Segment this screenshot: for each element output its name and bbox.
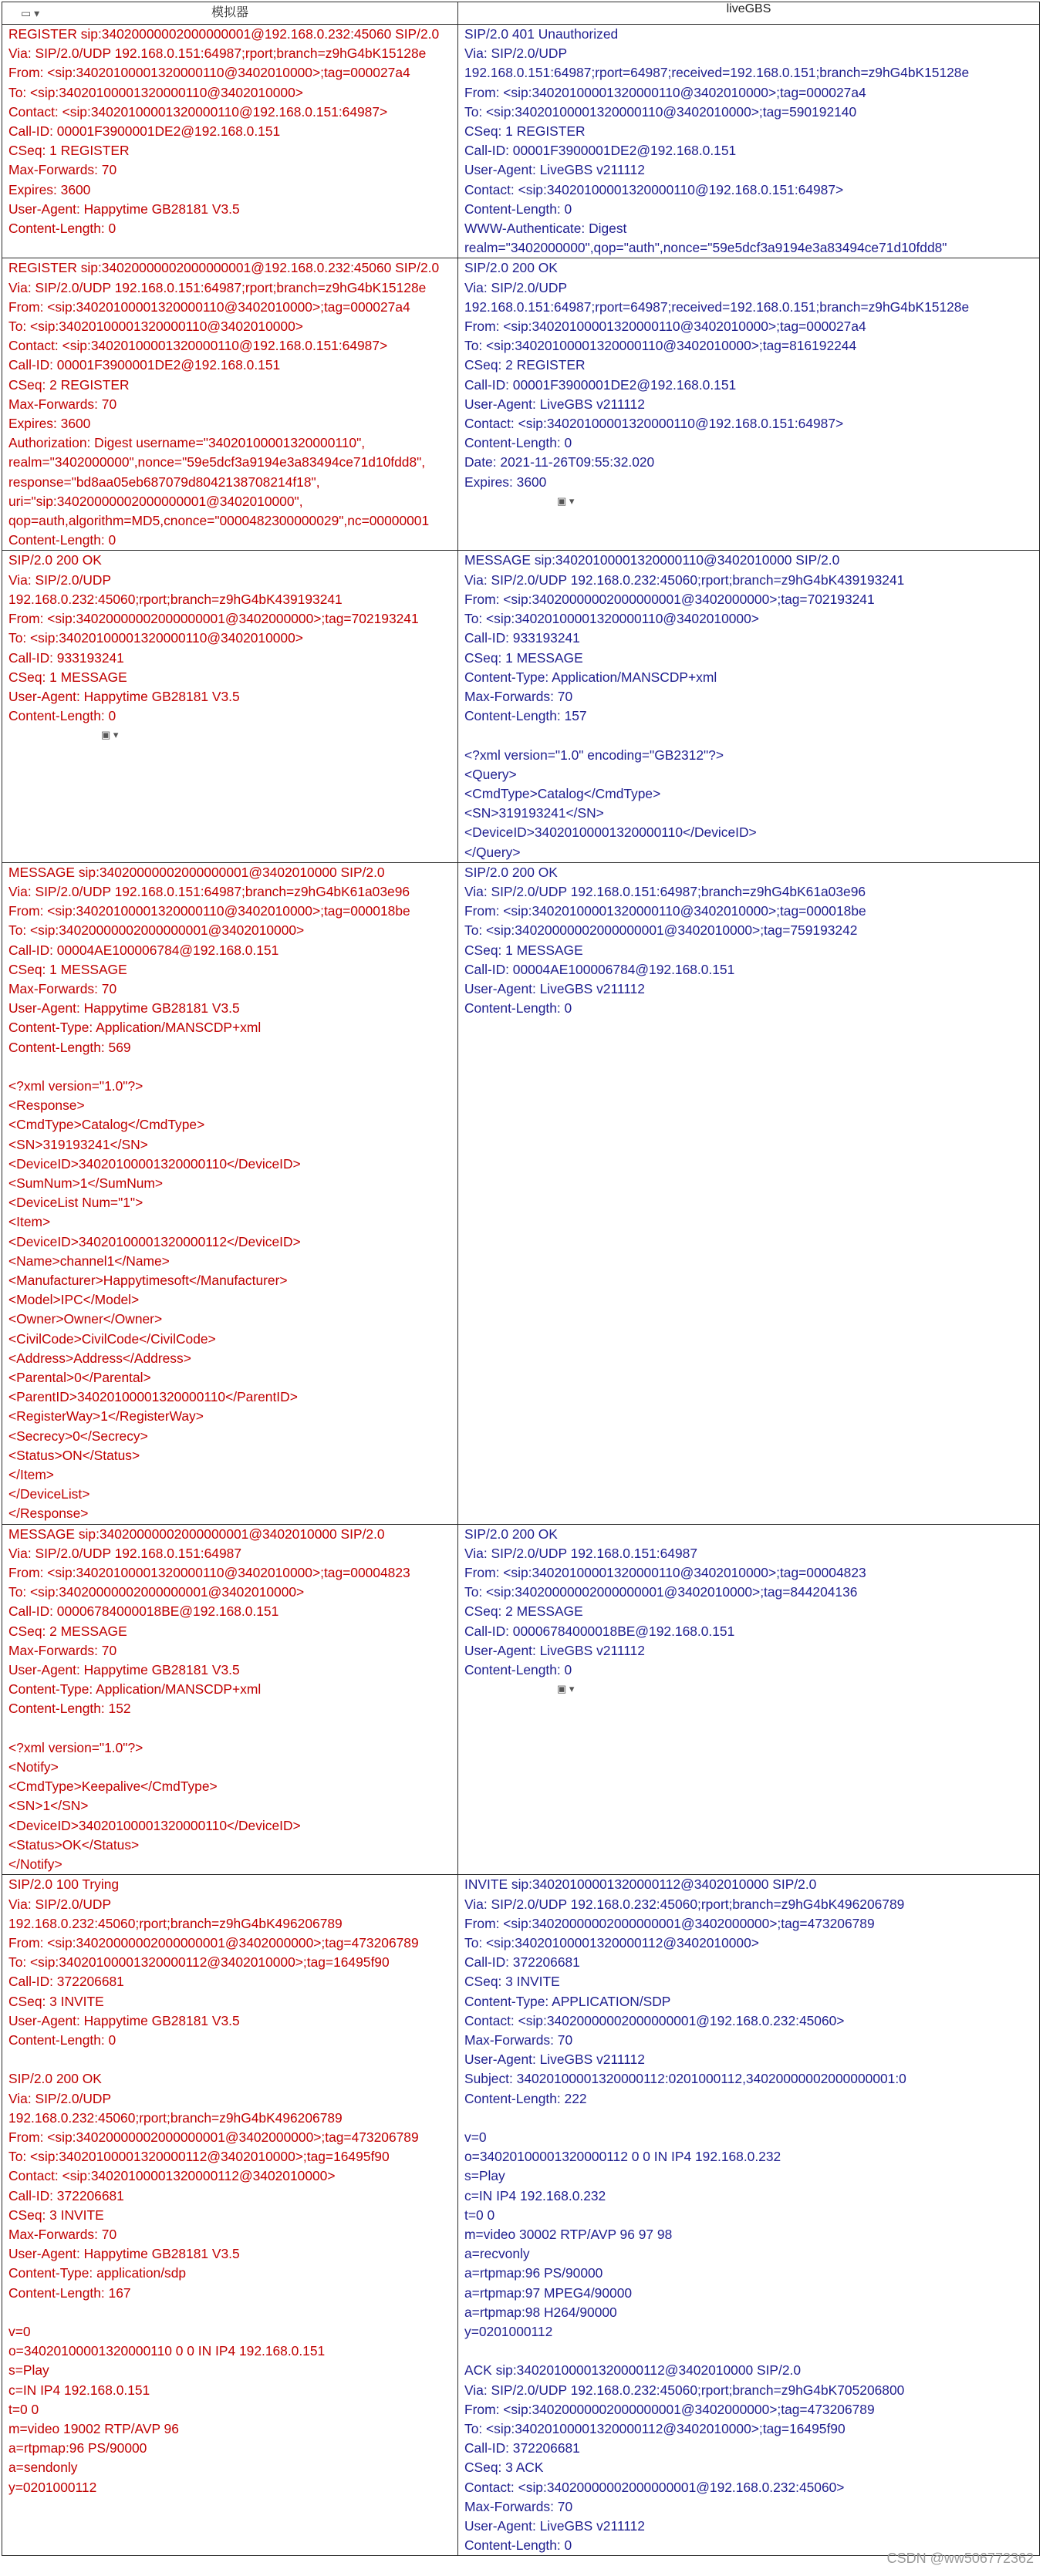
sip-message: SIP/2.0 200 OK Via: SIP/2.0/UDP 192.168.0.151:64987;branch=z9hG4bK61a03e96 From: <sip:34020100001320000110@3402010000>;tag=000018be To: <sip:34020000002000000001@3402010000>;tag=759193242 CSeq: 1 MESSAGE Call-ID: 00004AE100006784@192.168.0.151 User-Agent: LiveGBS v211112 Content-Length: 0	[464, 864, 866, 1017]
header-simulator-label: 模拟器	[211, 6, 248, 19]
sip-message: MESSAGE sip:34020000002000000001@3402010000 SIP/2.0 Via: SIP/2.0/UDP 192.168.0.151:64987 From: <sip:34020100001320000110@3402010000>;tag=00004823 To: <sip:34020000002000000001@3402010000> Call-ID: 00006784000018BE@192.168.0.151 CSeq: 2 MESSAGE Max-Forwards: 70 User-Agent: Happytime GB28181 V3.5 Content-Type: Application/MANSCDP+xml Content-Length: 152 <?xml version="1.0"?> <Notify> <CmdType>Keepalive</CmdType> <SN>1</SN> <DeviceID>34020100001320000110</DeviceID> <Status>OK</Status> </Notify>	[8, 1526, 410, 1873]
table-row	[2, 1524, 1040, 1875]
simulator-cell	[2, 25, 458, 258]
table-header-row	[2, 2, 1040, 25]
table-row	[2, 862, 1040, 1524]
paste-options-icon[interactable]: ▣ ▾	[101, 729, 119, 741]
sip-comparison-table	[2, 2, 1040, 2556]
sip-message: MESSAGE sip:34020100001320000110@3402010000 SIP/2.0 Via: SIP/2.0/UDP 192.168.0.232:45060;rport;branch=z9hG4bK439193241 From: <sip:34020000002000000001@3402000000>;tag=702193241 To: <sip:34020100001320000110@3402010000> Call-ID: 933193241 CSeq: 1 MESSAGE Content-Type: Application/MANSCDP+xml Max-Forwards: 70 Content-Length: 157 <?xml version="1.0" encoding="GB2312"?> <Query> <CmdType>Catalog</CmdType> <SN>319193241</SN> <DeviceID>34020100001320000110</DeviceID> </Query>	[464, 552, 905, 860]
simulator-cell	[2, 862, 458, 1524]
table-row	[2, 25, 1040, 258]
sip-message: INVITE sip:34020100001320000112@3402010000 SIP/2.0 Via: SIP/2.0/UDP 192.168.0.232:45060;rport;branch=z9hG4bK496206789 From: <sip:34020000002000000001@3402000000>;tag=473206789 To: <sip:34020100001320000112@3402010000> Call-ID: 372206681 CSeq: 3 INVITE Content-Type: APPLICATION/SDP Contact: <sip:34020000002000000001@192.168.0.232:45060> Max-Forwards: 70 User-Agent: LiveGBS v211112 Subject: 34020100001320000112:0201000112,34020000002000000001:0 Content-Length: 222 v=0 o=34020100001320000112 0 0 IN IP4 192.168.0.232 s=Play c=IN IP4 192.168.0.232 t=0 0 m=video 30002 RTP/AVP 96 97 98 a=recvonly a=rtpmap:96 PS/90000 a=rtpmap:97 MPEG4/90000 a=rtpmap:98 H264/90000 y=0201000112 ACK sip:34020100001320000112@3402010000 SIP/2.0 Via: SIP/2.0/UDP 192.168.0.232:45060;rport;branch=z9hG4bK705206800 From: <sip:34020000002000000001@3402000000>;tag=473206789 To: <sip:34020100001320000112@3402010000>;tag=16495f90 Call-ID: 372206681 CSeq: 3 ACK Contact: <sip:34020000002000000001@192.168.0.232:45060> Max-Forwards: 70 User-Agent: LiveGBS v211112 Content-Length: 0	[464, 1876, 906, 2554]
livegbs-cell	[458, 25, 1040, 258]
sip-message: REGISTER sip:34020000002000000001@192.168.0.232:45060 SIP/2.0 Via: SIP/2.0/UDP 192.168.0.151:64987;rport;branch=z9hG4bK15128e From: <sip:34020100001320000110@3402010000>;tag=000027a4 To: <sip:34020100001320000110@3402010000> Contact: <sip:34020100001320000110@192.168.0.151:64987> Call-ID: 00001F3900001DE2@192.168.0.151 CSeq: 1 REGISTER Max-Forwards: 70 Expires: 3600 User-Agent: Happytime GB28181 V3.5 Content-Length: 0	[8, 26, 440, 237]
paste-options-icon[interactable]: ▣ ▾	[557, 1683, 575, 1695]
sip-message: SIP/2.0 200 OK Via: SIP/2.0/UDP 192.168.0.232:45060;rport;branch=z9hG4bK439193241 From: <sip:34020000002000000001@3402000000>;tag=702193241 To: <sip:34020100001320000110@3402010000> Call-ID: 933193241 CSeq: 1 MESSAGE User-Agent: Happytime GB28181 V3.5 Content-Length: 0	[8, 552, 419, 724]
simulator-cell	[2, 1875, 458, 2556]
livegbs-cell	[458, 258, 1040, 551]
sip-message: SIP/2.0 401 Unauthorized Via: SIP/2.0/UDP 192.168.0.151:64987;rport=64987;received=192.168.0.151;branch=z9hG4bK15128e From: <sip:34020100001320000110@3402010000>;tag=000027a4 To: <sip:34020100001320000110@3402010000>;tag=590192140 CSeq: 1 REGISTER Call-ID: 00001F3900001DE2@192.168.0.151 User-Agent: LiveGBS v211112 Contact: <sip:34020100001320000110@192.168.0.151:64987> Content-Length: 0 WWW-Authenticate: Digest realm="3402000000",qop="auth",nonce="59e5dcf3a9194e3a83494ce71d10fdd8"	[464, 26, 970, 256]
simulator-cell	[2, 258, 458, 551]
livegbs-cell	[458, 1524, 1040, 1875]
simulator-cell	[2, 551, 458, 862]
header-simulator	[2, 2, 458, 25]
paste-options-icon[interactable]: ▣ ▾	[557, 494, 575, 507]
livegbs-cell	[458, 862, 1040, 1524]
table-row	[2, 258, 1040, 551]
sip-message: SIP/2.0 200 OK Via: SIP/2.0/UDP 192.168.0.151:64987;rport=64987;received=192.168.0.151;branch=z9hG4bK15128e From: <sip:34020100001320000110@3402010000>;tag=000027a4 To: <sip:34020100001320000110@3402010000>;tag=816192244 CSeq: 2 REGISTER Call-ID: 00001F3900001DE2@192.168.0.151 User-Agent: LiveGBS v211112 Contact: <sip:34020100001320000110@192.168.0.151:64987> Content-Length: 0 Date: 2021-11-26T09:55:32.020 Expires: 3600	[464, 260, 970, 490]
sip-message: REGISTER sip:34020000002000000001@192.168.0.232:45060 SIP/2.0 Via: SIP/2.0/UDP 192.168.0.151:64987;rport;branch=z9hG4bK15128e From: <sip:34020100001320000110@3402010000>;tag=000027a4 To: <sip:34020100001320000110@3402010000> Contact: <sip:34020100001320000110@192.168.0.151:64987> Call-ID: 00001F3900001DE2@192.168.0.151 CSeq: 2 REGISTER Max-Forwards: 70 Expires: 3600 Authorization: Digest username="34020100001320000110", realm="3402000000",nonce="59e5dcf3a9194e3a83494ce71d10fdd8", response="bd8aa05eb687079d8042138708214f18", uri="sip:34020000002000000001@3402010000", qop=auth,algorithm=MD5,cnonce="0000482300000029",nc=00000001 Content-Length: 0	[8, 260, 440, 548]
livegbs-cell	[458, 1875, 1040, 2556]
header-livegbs-label: liveGBS	[726, 2, 771, 15]
table-row	[2, 1875, 1040, 2556]
sip-message: SIP/2.0 200 OK Via: SIP/2.0/UDP 192.168.0.151:64987 From: <sip:34020100001320000110@3402010000>;tag=00004823 To: <sip:34020000002000000001@3402010000>;tag=844204136 CSeq: 2 MESSAGE Call-ID: 00006784000018BE@192.168.0.151 User-Agent: LiveGBS v211112 Content-Length: 0	[464, 1526, 866, 1678]
document-icon: ▭ ▾	[21, 7, 40, 19]
header-livegbs	[458, 2, 1040, 25]
livegbs-cell	[458, 551, 1040, 862]
table-row	[2, 551, 1040, 862]
sip-message: SIP/2.0 100 Trying Via: SIP/2.0/UDP 192.168.0.232:45060;rport;branch=z9hG4bK496206789 From: <sip:34020000002000000001@3402000000>;tag=473206789 To: <sip:34020100001320000112@3402010000>;tag=16495f90 Call-ID: 372206681 CSeq: 3 INVITE User-Agent: Happytime GB28181 V3.5 Content-Length: 0 SIP/2.0 200 OK Via: SIP/2.0/UDP 192.168.0.232:45060;rport;branch=z9hG4bK496206789 From: <sip:34020000002000000001@3402000000>;tag=473206789 To: <sip:34020100001320000112@3402010000>;tag=16495f90 Contact: <sip:34020100001320000112@3402010000> Call-ID: 372206681 CSeq: 3 INVITE Max-Forwards: 70 User-Agent: Happytime GB28181 V3.5 Content-Type: application/sdp Content-Length: 167 v=0 o=34020100001320000110 0 0 IN IP4 192.168.0.151 s=Play c=IN IP4 192.168.0.151 t=0 0 m=video 19002 RTP/AVP 96 a=rtpmap:96 PS/90000 a=sendonly y=0201000112	[8, 1876, 419, 2495]
simulator-cell	[2, 1524, 458, 1875]
watermark: CSDN @ww506772362	[886, 2551, 1034, 2566]
sip-message: MESSAGE sip:34020000002000000001@3402010000 SIP/2.0 Via: SIP/2.0/UDP 192.168.0.151:64987;branch=z9hG4bK61a03e96 From: <sip:34020100001320000110@3402010000>;tag=000018be To: <sip:34020000002000000001@3402010000> Call-ID: 00004AE100006784@192.168.0.151 CSeq: 1 MESSAGE Max-Forwards: 70 User-Agent: Happytime GB28181 V3.5 Content-Type: Application/MANSCDP+xml Content-Length: 569 <?xml version="1.0"?> <Response> <CmdType>Catalog</CmdType> <SN>319193241</SN> <DeviceID>34020100001320000110</DeviceID> <SumNum>1</SumNum> <DeviceList Num="1"> <Item> <DeviceID>34020100001320000112</DeviceID> <Name>channel1</Name> <Manufacturer>Happytimesoft</Manufacturer> <Model>IPC</Model> <Owner>Owner</Owner> <CivilCode>CivilCode</CivilCode> <Address>Address</Address> <Parental>0</Parental> <ParentID>34020100001320000110</ParentID> <RegisterWay>1</RegisterWay> <Secrecy>0</Secrecy> <Status>ON</Status> </Item> </DeviceList> </Response>	[8, 864, 410, 1522]
